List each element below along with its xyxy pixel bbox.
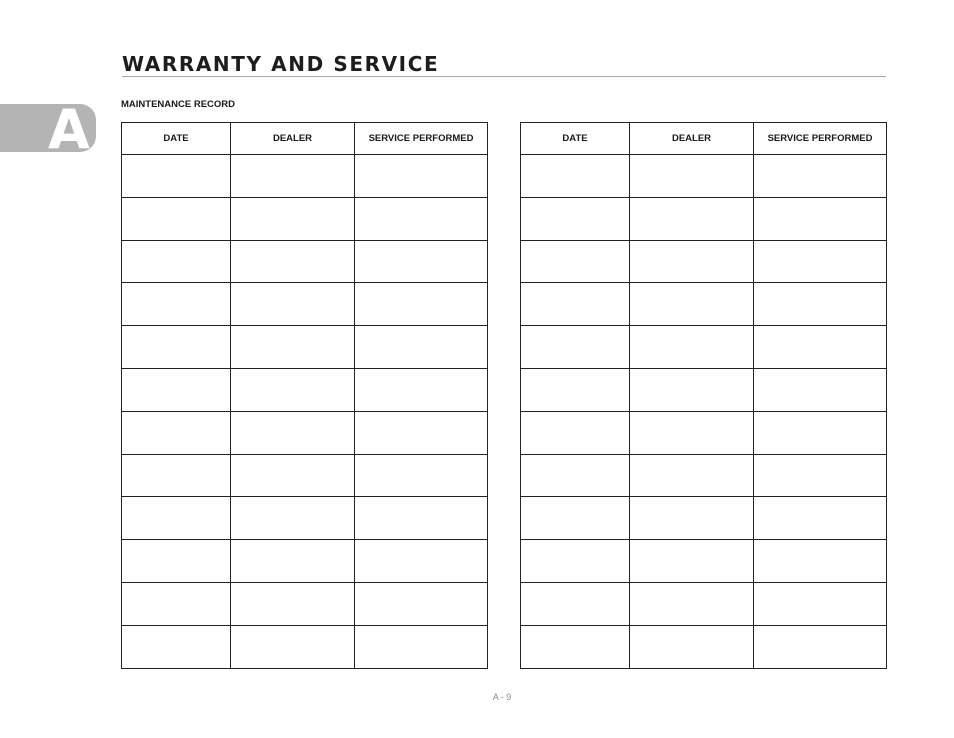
date-cell (521, 582, 630, 625)
date-cell (521, 497, 630, 540)
service-performed-cell (355, 240, 488, 283)
table-row (122, 155, 488, 198)
dealer-cell (231, 240, 355, 283)
dealer-cell (630, 625, 754, 668)
dealer-cell (231, 582, 355, 625)
table-row (521, 368, 887, 411)
date-cell (521, 326, 630, 369)
service-performed-cell (355, 411, 488, 454)
table-body (122, 155, 488, 669)
service-performed-cell (754, 283, 887, 326)
dealer-cell (630, 326, 754, 369)
dealer-cell (630, 540, 754, 583)
dealer-cell (231, 625, 355, 668)
column-header-date: DATE (521, 123, 630, 155)
title-rule (122, 76, 886, 77)
table-row (122, 540, 488, 583)
dealer-cell (231, 197, 355, 240)
service-performed-cell (355, 283, 488, 326)
dealer-cell (630, 454, 754, 497)
table-row (521, 454, 887, 497)
table-row (122, 283, 488, 326)
dealer-cell (630, 240, 754, 283)
date-cell (122, 454, 231, 497)
service-performed-cell (754, 368, 887, 411)
dealer-cell (630, 497, 754, 540)
date-cell (122, 155, 231, 198)
date-cell (122, 582, 231, 625)
service-performed-cell (754, 582, 887, 625)
table-row (521, 411, 887, 454)
service-performed-cell (754, 540, 887, 583)
column-header-date: DATE (122, 123, 231, 155)
dealer-cell (231, 368, 355, 411)
maintenance-table-right (520, 122, 887, 669)
table-row (521, 540, 887, 583)
date-cell (122, 240, 231, 283)
table-row (521, 197, 887, 240)
table-row (521, 625, 887, 668)
page-title: WARRANTY AND SERVICE (122, 52, 440, 76)
service-performed-cell (355, 540, 488, 583)
date-cell (521, 197, 630, 240)
table-row (521, 326, 887, 369)
service-performed-cell (754, 240, 887, 283)
dealer-cell (231, 540, 355, 583)
table-row (521, 582, 887, 625)
table-row (122, 454, 488, 497)
service-performed-cell (754, 497, 887, 540)
service-performed-cell (754, 625, 887, 668)
date-cell (122, 283, 231, 326)
column-header-dealer: DEALER (231, 123, 355, 155)
table-row (122, 497, 488, 540)
date-cell (521, 454, 630, 497)
dealer-cell (630, 368, 754, 411)
table-row (122, 411, 488, 454)
dealer-cell (630, 197, 754, 240)
section-tab-letter: A (48, 104, 90, 152)
section-tab (0, 104, 96, 152)
date-cell (521, 283, 630, 326)
date-cell (122, 625, 231, 668)
column-header-service-performed: SERVICE PERFORMED (754, 123, 887, 155)
service-performed-cell (754, 454, 887, 497)
date-cell (122, 197, 231, 240)
column-header-dealer: DEALER (630, 123, 754, 155)
table-header-row (122, 123, 488, 155)
table-row (122, 240, 488, 283)
date-cell (122, 411, 231, 454)
table-row (122, 368, 488, 411)
service-performed-cell (355, 155, 488, 198)
dealer-cell (231, 283, 355, 326)
date-cell (521, 240, 630, 283)
table-row (122, 197, 488, 240)
service-performed-cell (355, 326, 488, 369)
dealer-cell (231, 497, 355, 540)
service-performed-cell (754, 326, 887, 369)
dealer-cell (630, 582, 754, 625)
table-row (122, 582, 488, 625)
page-number: A - 9 (492, 692, 512, 702)
date-cell (521, 155, 630, 198)
service-performed-cell (355, 197, 488, 240)
service-performed-cell (355, 582, 488, 625)
service-performed-cell (355, 454, 488, 497)
dealer-cell (231, 454, 355, 497)
dealer-cell (630, 283, 754, 326)
date-cell (521, 411, 630, 454)
column-header-service-performed: SERVICE PERFORMED (355, 123, 488, 155)
service-performed-cell (355, 497, 488, 540)
table-row (122, 326, 488, 369)
date-cell (521, 625, 630, 668)
date-cell (521, 540, 630, 583)
dealer-cell (630, 155, 754, 198)
date-cell (122, 497, 231, 540)
service-performed-cell (355, 625, 488, 668)
date-cell (122, 326, 231, 369)
service-performed-cell (754, 155, 887, 198)
table-row (521, 283, 887, 326)
dealer-cell (231, 411, 355, 454)
date-cell (122, 368, 231, 411)
dealer-cell (630, 411, 754, 454)
table-row (521, 497, 887, 540)
section-label: MAINTENANCE RECORD (121, 99, 235, 110)
service-performed-cell (754, 197, 887, 240)
table-row (122, 625, 488, 668)
dealer-cell (231, 155, 355, 198)
table-header-row (521, 123, 887, 155)
date-cell (122, 540, 231, 583)
dealer-cell (231, 326, 355, 369)
maintenance-table-left (121, 122, 488, 669)
service-performed-cell (754, 411, 887, 454)
service-performed-cell (355, 368, 488, 411)
table-row (521, 240, 887, 283)
table-row (521, 155, 887, 198)
date-cell (521, 368, 630, 411)
table-body (521, 155, 887, 669)
